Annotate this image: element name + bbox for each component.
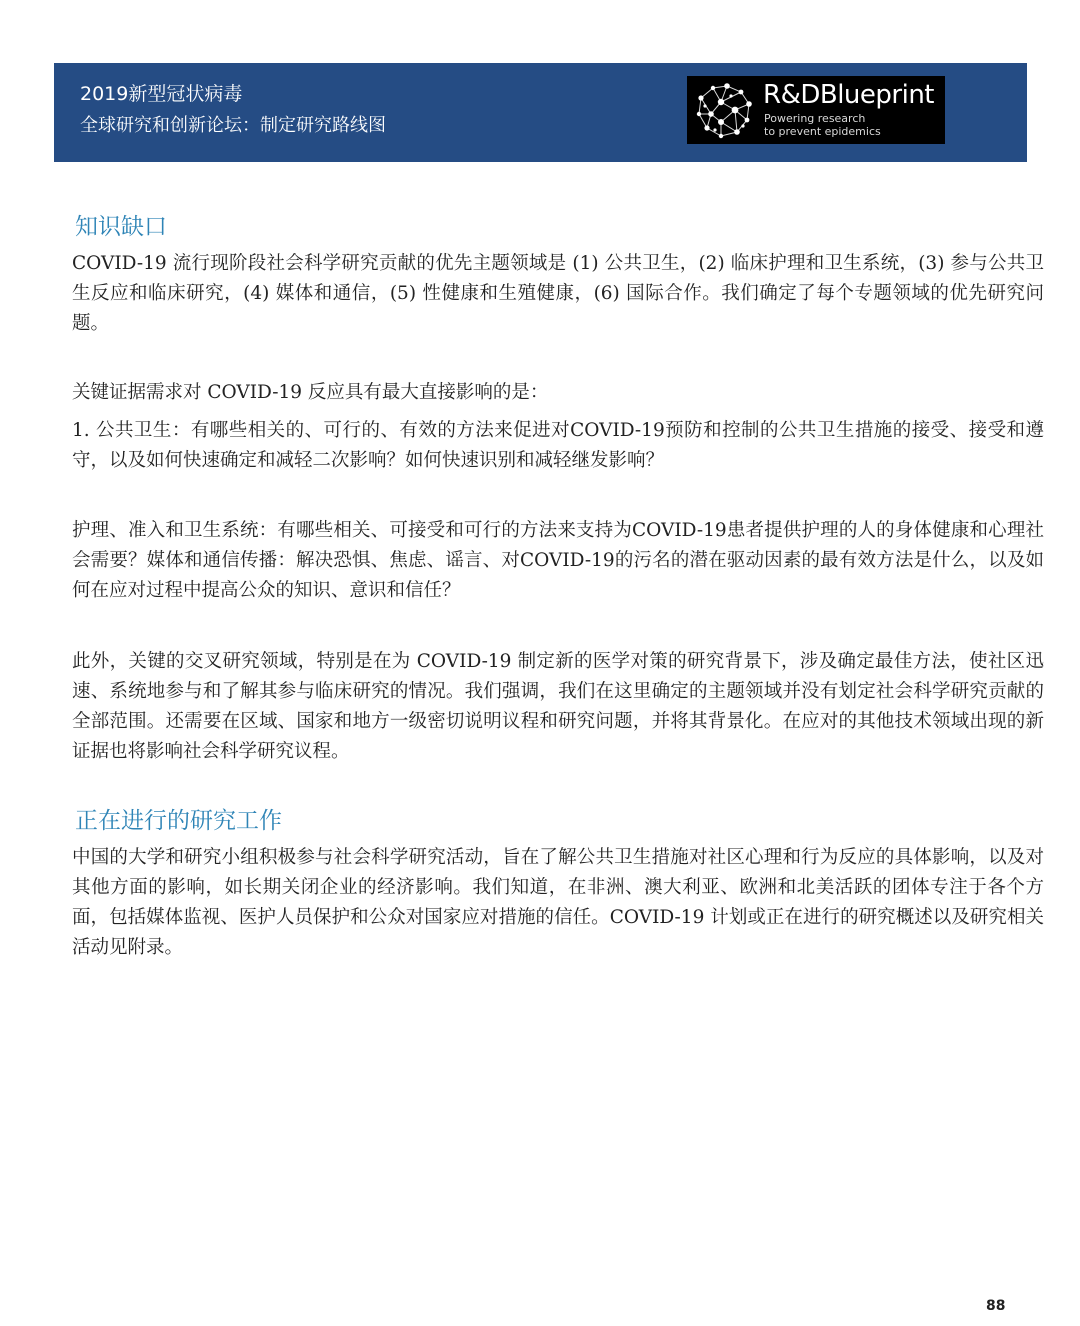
logo-wordmark: R&DBlueprint [763,80,934,110]
paragraph-care-systems-media: 护理、准入和卫生系统：有哪些相关、可接受和可行的方法来支持为COVID-19患者提供护理的人的身体健康和心理社会需要？媒体和通信传播：解决恐惧、焦虑、谣言、对COVID-19的污名的潜在驱动因素的最有效方法是什么，以及如何在应对过程中提高公众的知识、意识和信任？ [72,520,1044,601]
paragraph-priority-areas: COVID-19 流行现阶段社会科学研究贡献的优先主题领域是 (1) 公共卫生，(2) 临床护理和卫生系统，(3) 参与公共卫生反应和临床研究，(4) 媒体和通信，(5) 性健康和生殖健康，(6) 国际合作。我们确定了每个专题领域的优先研究问题。 [72,253,1044,334]
header-title-line1: 2019新型冠状病毒 [80,83,243,105]
section-title-ongoing-research: 正在进行的研究工作 [75,808,282,834]
document-header [54,63,1027,162]
page-number: 88 [986,1298,1006,1314]
network-globe-icon [691,78,757,142]
header-title-line2: 全球研究和创新论坛：制定研究路线图 [80,115,386,136]
paragraph-evidence-needs: 关键证据需求对 COVID-19 反应具有最大直接影响的是： [72,382,549,403]
section-title-knowledge-gaps: 知识缺口 [75,214,167,240]
paragraph-public-health: 1. 公共卫生：有哪些相关的、可行的、有效的方法来促进对COVID-19预防和控制的公共卫生措施的接受、接受和遵守，以及如何快速确定和减轻二次影响？如何快速识别和减轻继发影响？ [72,420,1044,471]
logo-tagline-line1: Powering research [764,112,866,125]
logo-tagline-line2: to prevent epidemics [764,125,881,138]
rd-blueprint-logo [687,76,945,144]
paragraph-cross-cutting: 此外，关键的交叉研究领域，特别是在为 COVID-19 制定新的医学对策的研究背景下，涉及确定最佳方法，使社区迅速、系统地参与和了解其参与临床研究的情况。我们强调，我们在这里确定的主题领域并没有划定社会科学研究贡献的全部范围。还需要在区域、国家和地方一级密切说明议程和研究问题，并将其背景化。在应对的其他技术领域出现的新证据也将影响社会科学研究议程。 [72,651,1044,762]
paragraph-ongoing-research: 中国的大学和研究小组积极参与社会科学研究活动，旨在了解公共卫生措施对社区心理和行为反应的具体影响，以及对其他方面的影响，如长期关闭企业的经济影响。我们知道，在非洲、澳大利亚、欧洲和北美活跃的团体专注于各个方面，包括媒体监视、医护人员保护和公众对国家应对措施的信任。COVID-19 计划或正在进行的研究概述以及研究相关活动见附录。 [72,847,1044,958]
